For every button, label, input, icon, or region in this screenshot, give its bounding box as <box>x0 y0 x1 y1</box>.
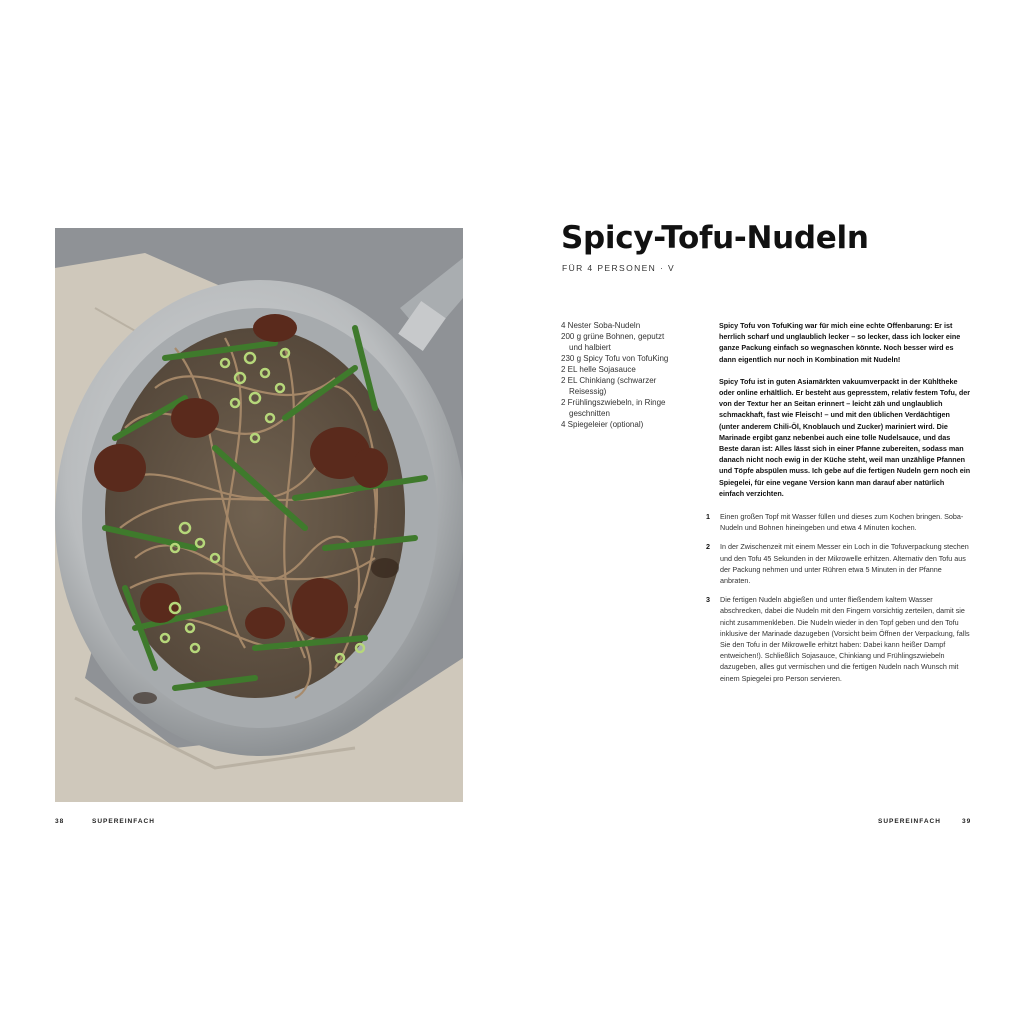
intro-paragraph: Spicy Tofu von TofuKing war für mich eine echte Offenbarung: Er ist herrlich scharf und unglaublich lecker – so lecker, dass ich locker eine ganze Packung einfach so wegnaschen könnte. Noch besser wird es dann eigentlich nur noch in Kombination mit Nudeln! <box>719 321 961 364</box>
step-number: 3 <box>706 595 710 605</box>
step-item <box>706 541 972 586</box>
step-text: In der Zwischenzeit mit einem Messer ein Loch in die Tofuverpackung stechen und den Tofu 45 Sekunden in der Mikrowelle erhitzen. Alternativ den Tofu aus der Packung nehmen und unter Rühren etwa 5 Minuten in der Pfanne anbraten. <box>720 542 969 586</box>
right-section-title: SUPEREINFACH <box>878 818 941 825</box>
ingredient-item: 2 Frühlingszwiebeln, in Ringe geschnitten <box>561 398 666 418</box>
step-text: Die fertigen Nudeln abgießen und unter fließendem kaltem Wasser abschrecken, dabei die Nudeln mit den Fingern vorsichtig zerteilen, damit sie nicht zusammenkleben. Die Nudeln wieder in den Topf geben und den Tofu inklusive der Marinade dazugeben (Vorsicht beim Öffnen der Verpackung, falls Sie den Tofu in der Mikrowelle erhitzt haben: Dabei kann heißer Dampf entweichen!). Schließlich Sojasauce, Chinkiang und Frühlingszwiebeln dazugeben, alles gut vermischen und die fertigen Nudeln nach Wunsch mit einem Spiegelei pro Person servieren. <box>720 595 970 683</box>
ingredient-item: 200 g grüne Bohnen, geputzt und halbiert <box>561 332 665 352</box>
step-item <box>706 594 972 684</box>
recipe-intro <box>719 320 971 510</box>
right-page-number: 39 <box>962 818 972 825</box>
method-steps <box>706 511 972 692</box>
recipe-photo <box>55 228 463 802</box>
step-text: Einen großen Topf mit Wasser füllen und dieses zum Kochen bringen. Soba-Nudeln und Bohnen hineingeben und etwa 4 Minuten kochen. <box>720 512 964 533</box>
step-item <box>706 511 972 533</box>
ingredient-list <box>561 320 679 430</box>
ingredient-item: 2 EL Chinkiang (schwarzer Reisessig) <box>561 376 657 396</box>
intro-paragraph: Spicy Tofu ist in guten Asiamärkten vakuumverpackt in der Kühltheke oder online erhältlich. Er besteht aus gepresstem, relativ festem Tofu, der von der Textur her an Seitan erinnert – leicht zäh und unglaublich schmackhaft, fast wie Fleisch! – und mit den üblichen Verdächtigen (unter anderem Chili-Öl, Knoblauch und Zucker) mariniert wird. Die Marinade ergibt ganz nebenbei auch eine tolle Nudelsauce, und das Beste daran ist: Alles lässt sich in einer Pfanne zubereiten, sodass man danach nicht noch ewig in der Küche steht, weil man unzählige Pfannen und Töpfe abspülen muss. Ich gebe auf die fertigen Nudeln gern noch ein Spiegelei, für eine vegane Version kann man darauf aber natürlich einfach verzichten. <box>719 376 971 498</box>
step-number: 2 <box>706 542 710 552</box>
pan-illustration <box>55 228 463 802</box>
ingredient-item: 4 Spiegeleier (optional) <box>561 420 644 429</box>
left-section-title: SUPEREINFACH <box>92 818 155 825</box>
servings-label: FÜR 4 PERSONEN · V <box>562 263 676 273</box>
left-page-number: 38 <box>55 818 65 825</box>
ingredient-item: 230 g Spicy Tofu von TofuKing <box>561 354 669 363</box>
ingredient-item: 2 EL helle Sojasauce <box>561 365 636 374</box>
step-number: 1 <box>706 512 710 521</box>
recipe-title: Spicy-Tofu-Nudeln <box>561 220 869 256</box>
ingredient-item: 4 Nester Soba-Nudeln <box>561 321 641 330</box>
